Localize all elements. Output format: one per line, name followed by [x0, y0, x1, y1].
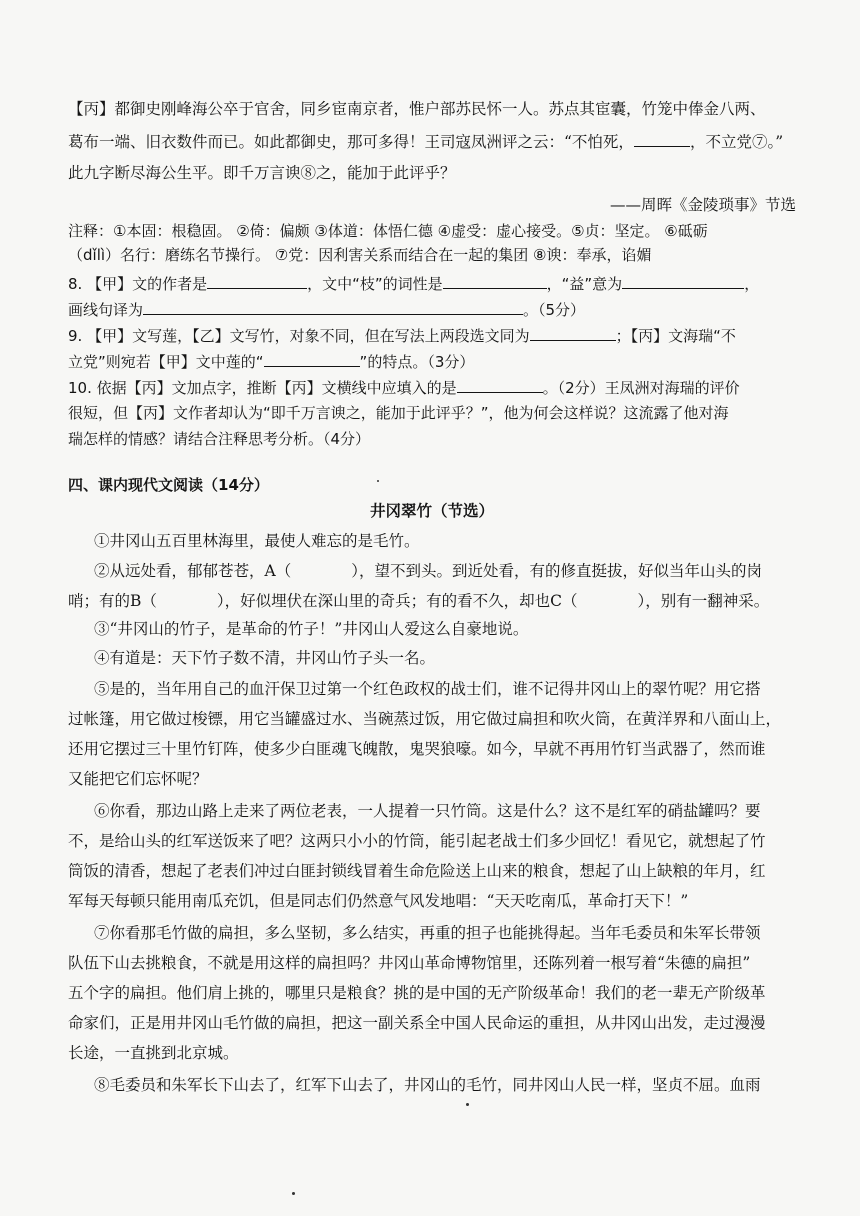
- bing-line-2: [68, 128, 796, 155]
- paragraph-5-line-2: 过帐篷，用它做过梭镖，用它当罐盛过水、当碗蒸过饭，用它做过扁担和吹火筒，在黄洋界和八面山上，: [68, 710, 782, 728]
- bing-line-2-text: 葛布一端、旧衣数件而已。如此都御史，那可多得！王司寇凤洲评之云：“不怕死，: [68, 133, 634, 151]
- p2-part-e: ），别有一翻神采。: [637, 592, 770, 610]
- answer-blank: [264, 348, 360, 367]
- q8-part-f: 。（5分）: [523, 301, 586, 319]
- paragraph-5-line-1: ⑤是的，当年用自己的血汗保卫过第一个红色政权的战士们，谁不记得井冈山上的翠竹呢？用它搭: [94, 680, 761, 698]
- scan-speck: [377, 480, 379, 482]
- paragraph-5-line-3: 还用它摆过三十里竹钉阵，使多少白匪魂飞魄散，鬼哭狼嚎。如今，早就不再用竹钉当武器了，然而谁: [68, 740, 766, 758]
- q10-part-a: 10. 依据【丙】文加点字，推断【丙】文横线中应填入的是: [68, 379, 457, 397]
- p2-part-c: 哨；有的B（: [68, 592, 157, 610]
- question-8-cont: [68, 296, 796, 323]
- paragraph-7-line-3: 五个字的扁担。他们肩上挑的，哪里只是粮食？挑的是中国的无产阶级革命！我们的老一辈无产阶级革: [68, 984, 766, 1002]
- q8-part-a: 8. 【甲】文的作者是: [68, 275, 208, 293]
- question-9-cont: [68, 348, 796, 375]
- paragraph-2-line-2: [68, 588, 796, 614]
- answer-blank: [622, 270, 744, 289]
- answer-blank: [143, 296, 523, 315]
- bing-line-1: 【丙】都御史刚峰海公卒于官舍，同乡宦南京者，惟户部苏民怀一人。苏点其宦囊，竹笼中俸金八两、: [68, 100, 766, 118]
- q8-part-e: 画线句译为: [68, 301, 144, 319]
- paragraph-5-line-4: 又能把它们忘怀呢？: [68, 770, 208, 788]
- paragraph-6-line-2: 不，是给山头的红军送饭来了吧？这两只小小的竹筒，能引起老战士们多少回忆！看见它，就想起了竹: [68, 832, 766, 850]
- answer-blank: [634, 128, 690, 147]
- paragraph-8-line-1: ⑧毛委员和朱军长下山去了，红军下山去了，井冈山的毛竹，同井冈山人民一样，坚贞不屈。血雨: [94, 1076, 761, 1094]
- q9-part-c: 立党”则宛若【甲】文中莲的“: [68, 353, 264, 371]
- paragraph-2-line-1: [68, 558, 796, 584]
- question-10-cont: 很短，但【丙】文作者却认为“即千万言谀之，能加于此评乎？”，他为何会这样说？这流露了他对海: [68, 404, 729, 422]
- answer-blank: [457, 374, 543, 393]
- paragraph-6-line-4: 军每天每顿只能用南瓜充饥，但是同志们仍然意气风发地唱：“天天吃南瓜，革命打天下！”: [68, 892, 689, 910]
- paragraph-7-line-1: ⑦你看那毛竹做的扁担，多么坚韧，多么结实，再重的担子也能挑得起。当年毛委员和朱军长带领: [94, 924, 761, 942]
- q8-part-b: ，文中“枝”的词性是: [307, 275, 443, 293]
- paragraph-3: ③“井冈山的竹子，是革命的竹子！”井冈山人爱这么自豪地说。: [94, 620, 529, 638]
- paragraph-7-line-5: 长途，一直挑到北京城。: [68, 1044, 239, 1062]
- answer-blank: [530, 322, 616, 341]
- answer-blank: [207, 270, 307, 289]
- paragraph-4: ④有道是：天下竹子数不清，井冈山竹子头一名。: [94, 649, 436, 667]
- p2-part-d: ），好似埋伏在深山里的奇兵；有的看不久，却也C（: [216, 592, 578, 610]
- paragraph-6-line-3: 筒饭的清香，想起了老表们冲过白匪封锁线冒着生命危险送上山来的粮食，想起了山上缺粮的年月，红: [68, 862, 766, 880]
- question-9: [68, 322, 796, 349]
- question-10-end: 瑞怎样的情感？请结合注释思考分析。（4分）: [68, 430, 371, 448]
- scan-speck: [292, 1192, 295, 1195]
- q8-part-d: ，: [744, 275, 760, 293]
- paragraph-1: ①井冈山五百里林海里，最使人难忘的是毛竹。: [94, 532, 420, 550]
- q9-part-d: ”的特点。（3分）: [359, 353, 475, 371]
- p2-part-a: ②从远处看，郁郁苍苍，A（: [94, 562, 292, 580]
- q8-part-c: ，“益”意为: [546, 275, 623, 293]
- question-8: [68, 270, 796, 297]
- notes-line-2: （dǐlì）名行：磨练名节操行。 ⑦党：因利害关系而结合在一起的集团 ⑧谀：奉承，谄媚: [68, 246, 652, 264]
- bing-line-3: 此九字断尽海公生平。即千万言谀⑧之，能加于此评乎？: [68, 164, 456, 182]
- p2-part-b: ），望不到头。到近处看，有的修直挺拔，好似当年山头的岗: [351, 562, 762, 580]
- answer-blank: [443, 270, 547, 289]
- bing-line-2-end: ，不立党⑦。”: [689, 133, 784, 151]
- passage-title: 井冈翠竹（节选）: [369, 501, 494, 520]
- q9-part-a: 9. 【甲】文写莲，【乙】文写竹，对象不同，但在写法上两段选文同为: [68, 327, 530, 345]
- notes-line-1: 注释：①本固：根稳固。 ②倚：偏颇 ③体道：体悟仁德 ④虚受：虚心接受。⑤贞：坚定。 ⑥砥砺: [68, 222, 708, 240]
- q9-part-b: ；【丙】文海瑞“不: [615, 327, 736, 345]
- paragraph-7-line-2: 队伍下山去挑粮食，不就是用这样的扁担吗？井冈山革命博物馆里，还陈列着一根写着“朱德的扁担”: [68, 954, 751, 972]
- question-10: [68, 374, 796, 401]
- bing-source: ——周晖《金陵琐事》节选: [609, 196, 796, 214]
- scan-speck: [466, 1103, 469, 1106]
- paragraph-7-line-4: 命家们，正是用井冈山毛竹做的扁担，把这一副关系全中国人民命运的重担，从井冈山出发，走过漫漫: [68, 1014, 766, 1032]
- paragraph-6-line-1: ⑥你看，那边山路上走来了两位老表，一人提着一只竹筒。这是什么？这不是红军的硝盐罐吗？要: [94, 802, 761, 820]
- q10-part-b: 。（2分）王凤洲对海瑞的评价: [542, 379, 740, 397]
- section-heading: 四、课内现代文阅读（14分）: [68, 476, 269, 494]
